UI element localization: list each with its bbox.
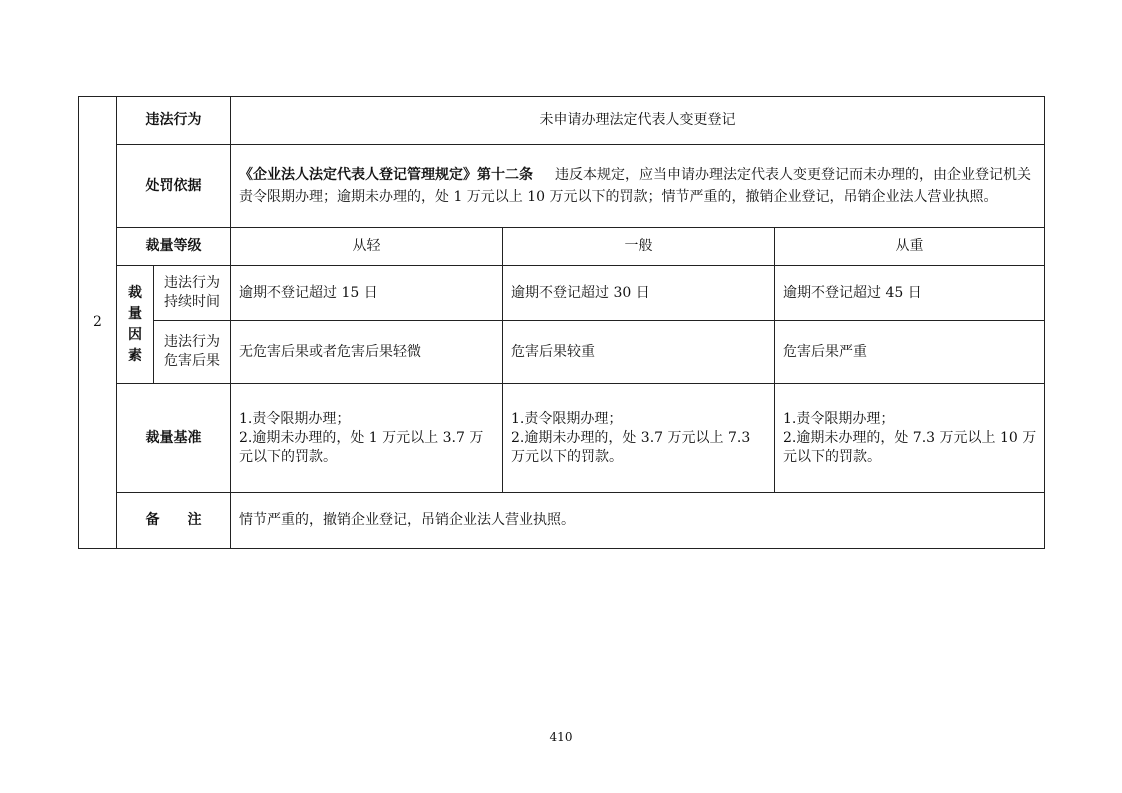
factor-harm-light: 无危害后果或者危害后果轻微 (230, 320, 502, 383)
factor-harm-label: 违法行为 危害后果 (153, 320, 230, 383)
basis-label: 处罚依据 (116, 144, 230, 227)
standard-light: 1.责令限期办理； 2.逾期未办理的，处 1 万元以上 3.7 万元以下的罚款。 (230, 383, 502, 492)
factors-group-label (116, 265, 153, 383)
factors-char: 因 (128, 326, 142, 343)
page-number: 410 (549, 730, 573, 744)
standard-heavy: 1.责令限期办理； 2.逾期未办理的，处 7.3 万元以上 10 万元以下的罚款。 (774, 383, 1044, 492)
remarks-label: 备 注 (116, 492, 230, 548)
factor-duration-normal: 逾期不登记超过 30 日 (502, 265, 774, 320)
remarks-value: 情节严重的，撤销企业登记，吊销企业法人营业执照。 (230, 492, 1044, 548)
factors-char: 素 (128, 347, 142, 364)
violation-label: 违法行为 (116, 97, 230, 144)
penalty-table (78, 96, 1045, 549)
level-heavy: 从重 (774, 227, 1044, 265)
factor-harm-normal: 危害后果较重 (502, 320, 774, 383)
level-light: 从轻 (230, 227, 502, 265)
factor-duration-heavy: 逾期不登记超过 45 日 (774, 265, 1044, 320)
row-number: 2 (93, 314, 102, 330)
factors-char: 裁 (128, 284, 142, 301)
basis-content (230, 144, 1044, 227)
factor-harm-heavy: 危害后果严重 (774, 320, 1044, 383)
basis-text: 违反本规定，应当申请办理法定代表人变更登记而未办理的，由企业登记机关责令限期办理；逾期未办理的，处 1 万元以上 10 万元以下的罚款；情节严重的，撤销企业登记，吊销企业法人营业执照。 (239, 167, 1031, 205)
standard-normal: 1.责令限期办理； 2.逾期未办理的，处 3.7 万元以上 7.3 万元以下的罚款。 (502, 383, 774, 492)
standard-label: 裁量基准 (116, 383, 230, 492)
level-normal: 一般 (502, 227, 774, 265)
factor-duration-light: 逾期不登记超过 15 日 (230, 265, 502, 320)
factors-char: 量 (128, 305, 142, 322)
levels-label: 裁量等级 (116, 227, 230, 265)
violation-value: 未申请办理法定代表人变更登记 (230, 97, 1044, 144)
basis-law-title: 《企业法人法定代表人登记管理规定》第十二条 (239, 167, 533, 183)
factor-duration-label: 违法行为 持续时间 (153, 265, 230, 320)
